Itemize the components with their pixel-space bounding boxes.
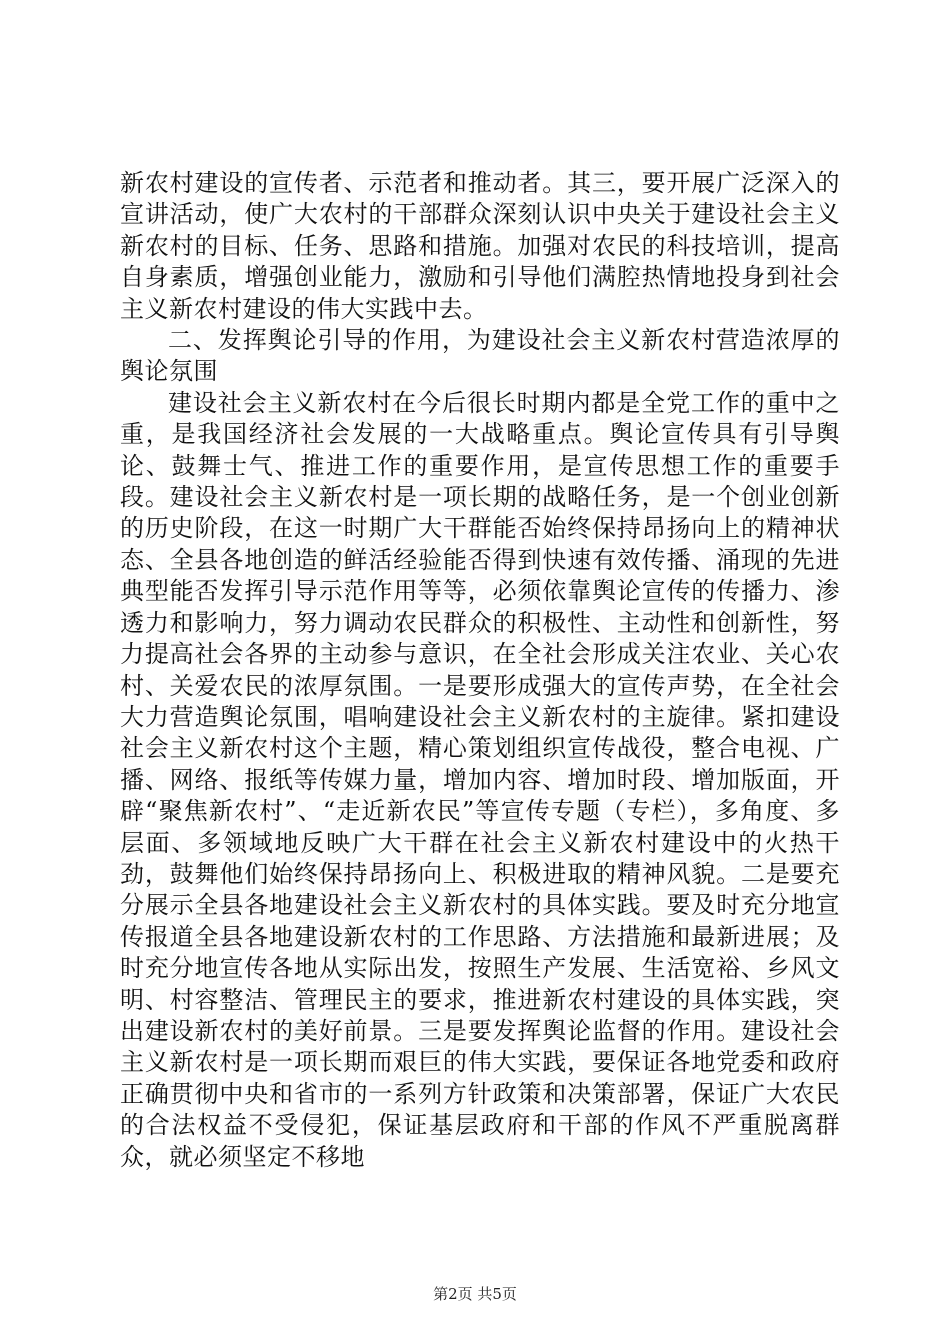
paragraph-body: 建设社会主义新农村在今后很长时期内都是全党工作的重中之重，是我国经济社会发展的一大战略重点。舆论宣传具有引导舆论、鼓舞士气、推进工作的重要作用，是宣传思想工作的重要手段。建设社会主义新农村是一项长期的战略任务，是一个创业创新的历史阶段，在这一时期广大干群能否始终保持昂扬向上的精神状态、全县各地创造的鲜活经验能否得到快速有效传播、涌现的先进典型能否发挥引导示范作用等等，必须依靠舆论宣传的传播力、渗透力和影响力，努力调动农民群众的积极性、主动性和创新性，努力提高社会各界的主动参与意识，在全社会形成关注农业、关心农村、关爱农民的浓厚氛围。一是要形成强大的宣传声势，在全社会大力营造舆论氛围，唱响建设社会主义新农村的主旋律。紧扣建设社会主义新农村这个主题，精心策划组织宣传战役，整合电视、广播、网络、报纸等传媒力量，增加内容、增加时段、增加版面，开辟“聚焦新农村”、“走近新农民”等宣传专题（专栏），多角度、多层面、多领域地反映广大干群在社会主义新农村建设中的火热干劲，鼓舞他们始终保持昂扬向上、积极进取的精神风貌。二是要充分展示全县各地建设社会主义新农村的具体实践。要及时充分地宣传报道全县各地建设新农村的工作思路、方法措施和最新进展；及时充分地宣传各地从实际出发，按照生产发展、生活宽裕、乡风文明、村容整洁、管理民主的要求，推进新农村建设的具体实践，突出建设新农村的美好前景。三是要发挥舆论监督的作用。建设社会主义新农村是一项长期而艰巨的伟大实践，要保证各地党委和政府正确贯彻中央和省市的一系列方针政策和决策部署，保证广大农民的合法权益不受侵犯，保证基层政府和干部的作风不严重脱离群众，就必须坚定不移地 (120, 388, 840, 1171)
paragraph-continuation: 新农村建设的宣传者、示范者和推动者。其三，要开展广泛深入的宣讲活动，使广大农村的干部群众深刻认识中央关于建设社会主义新农村的目标、任务、思路和措施。加强对农民的科技培训，提高自身素质，增强创业能力，激励和引导他们满腔热情地投身到社会主义新农村建设的伟大实践中去。 (120, 169, 840, 323)
section-heading: 二、发挥舆论引导的作用，为建设社会主义新农村营造浓厚的舆论氛围 (120, 326, 840, 386)
document-body (120, 168, 840, 1173)
page-number-footer: 第2页 共5页 (433, 1285, 517, 1303)
